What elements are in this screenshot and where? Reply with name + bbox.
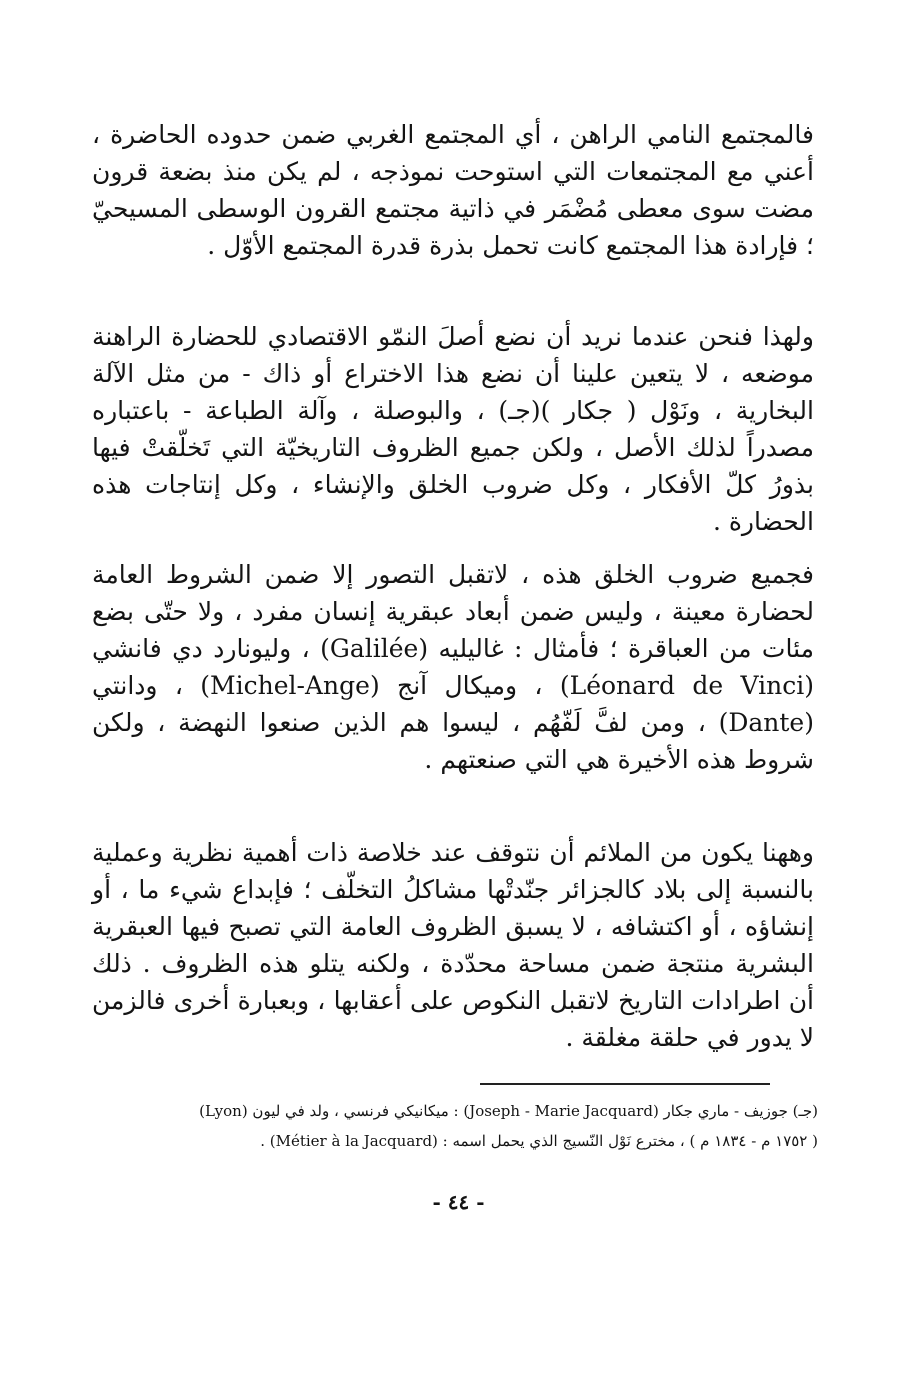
- footnote-line-1: (جـ) جوزيف - ماري جكار (Joseph - Marie Jacquard) : ميكانيكي فرنسي ، ولد في ليون (Lyon): [199, 1102, 818, 1120]
- footnote-divider: [480, 1083, 770, 1085]
- footnote-line-2: ( ١٧٥٢ م - ١٨٣٤ م ) ، مخترع نَوْل النّسيج الذي يحمل اسمه : (Métier à la Jacquard) .: [260, 1132, 818, 1150]
- paragraph-4-text: وههنا يكون من الملائم أن نتوقف عند خلاصة ذات أهمية نظرية وعملية بالنسبة إلى بلاد كالجزائر جنّدتْها مشاكلُ التخلّف ؛ فإبداع شيء ما ، أو إنشاؤه ، أو اكتشافه ، لا يسبق الظروف العامة التي تصبح فيها العبقرية البشرية منتجة ضمن مساحة محدّدة ، ولكنه يتلو هذه الظروف . ذلك أن اطرادات التاريخ لاتقبل النكوص على أعقابها ، وبعبارة أخرى فالزمن لا يدور في حلقة مغلقة .: [92, 838, 814, 1052]
- paragraph-2-text: ولهذا فنحن عندما نريد أن نضع أصلَ النمّو الاقتصادي للحضارة الراهنة موضعه ، لا يتعين علينا أن نضع هذا الاختراع أو ذاك - من مثل الآلة البخارية ، ونَوْل ( جكار )(جـ) ، والبوصلة ، وآلة الطباعة - باعتباره مصدراً لذلك الأصل ، ولكن جميع الظروف التاريخيّة التي تَخلّقتْ فيها بذورُ كلّ الأفكار ، وكل ضروب الخلق والإنشاء ، وكل إنتاجات هذه الحضارة .: [92, 322, 814, 536]
- paragraph-4: [92, 834, 814, 1056]
- paragraph-2: [92, 318, 814, 540]
- paragraph-3-text: فجميع ضروب الخلق هذه ، لاتقبل التصور إلا ضمن الشروط العامة لحضارة معينة ، وليس ضمن أبعاد عبقرية إنسان مفرد ، ولا حتّى بضع مئات من العباقرة ؛ فأمثال : غاليليه (Galilée) ، وليونارد دي فانشي (Léonard de Vinci) ، وميكال آنج (Michel-Ange) ، ودانتي (Dante) ، ومن لفَّ لَفّهُم ، ليسوا هم الذين صنعوا النهضة ، ولكن شروط هذه الأخيرة هي التي صنعتهم .: [92, 560, 815, 774]
- paragraph-3: [92, 556, 814, 778]
- paragraph-1: [92, 116, 814, 264]
- page-number: - ٤٤ -: [432, 1190, 485, 1214]
- paragraph-1-text: فالمجتمع النامي الراهن ، أي المجتمع الغربي ضمن حدوده الحاضرة ، أعني مع المجتمعات التي استوحت نموذجه ، لم يكن منذ بضعة قرون مضت سوى معطى مُضْمَر في ذاتية مجتمع القرون الوسطى المسيحيّ ؛ فإرادة هذا المجتمع كانت تحمل بذرة قدرة المجتمع الأوّل .: [92, 120, 814, 260]
